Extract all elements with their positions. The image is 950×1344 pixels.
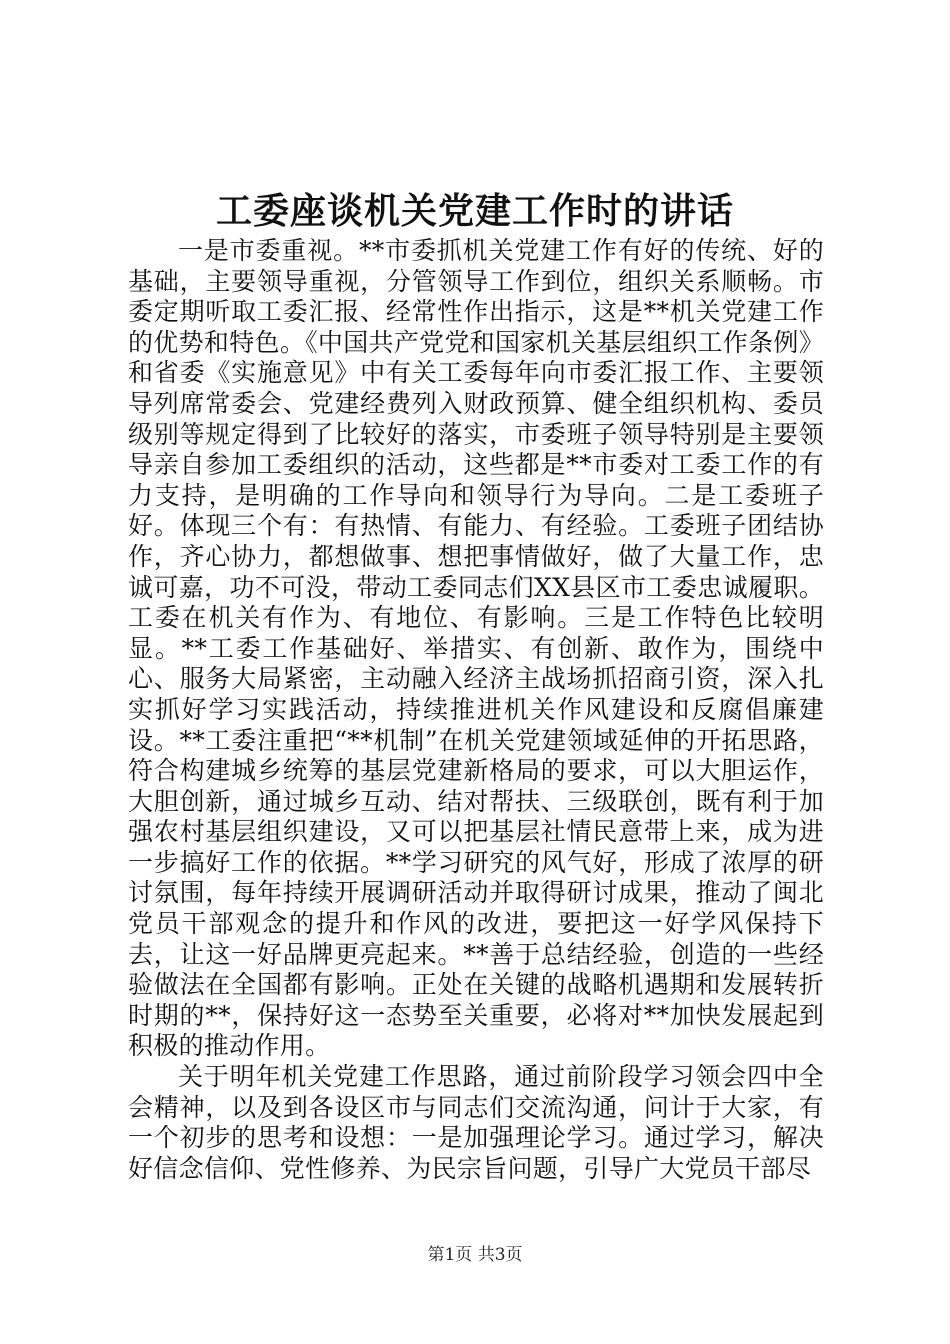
page-number-footer: 第1页 共3页 — [427, 1245, 523, 1265]
document-title: 工委座谈机关党建工作时的讲话 — [215, 190, 734, 232]
document-body — [128, 236, 824, 1184]
paragraph-2: 关于明年机关党建工作思路，通过前阶段学习领会四中全会精神，以及到各设区市与同志们交流沟通，问计于大家，有一个初步的思考和设想：一是加强理论学习。通过学习，解决好信念信仰、党性修养、为民宗旨问题，引导广大党员干部尽 — [128, 1062, 824, 1183]
paragraph-1: 一是市委重视。**市委抓机关党建工作有好的传统、好的基础，主要领导重视，分管领导工作到位，组织关系顺畅。市委定期听取工委汇报、经常性作出指示，这是**机关党建工作的优势和特色。《中国共产党党和国家机关基层组织工作条例》和省委《实施意见》中有关工委每年向市委汇报工作、主要领导列席常委会、党建经费列入财政预算、健全组织机构、委员级别等规定得到了比较好的落实，市委班子领导特别是主要领导亲自参加工委组织的活动，这些都是**市委对工委工作的有力支持，是明确的工作导向和领导行为导向。二是工委班子好。体现三个有：有热情、有能力、有经验。工委班子团结协作，齐心协力，都想做事、想把事情做好，做了大量工作，忠诚可嘉，功不可没，带动工委同志们XX县区市工委忠诚履职。工委在机关有作为、有地位、有影响。三是工作特色比较明显。**工委工作基础好、举措实、有创新、敢作为，围绕中心、服务大局紧密，主动融入经济主战场抓招商引资，深入扎实抓好学习实践活动，持续推进机关作风建设和反腐倡廉建设。**工委注重把“**机制”在机关党建领域延伸的开拓思路，符合构建城乡统筹的基层党建新格局的要求，可以大胆运作，大胆创新，通过城乡互动、结对帮扶、三级联创，既有利于加强农村基层组织建设，又可以把基层社情民意带上来，成为进一步搞好工作的依据。**学习研究的风气好，形成了浓厚的研讨氛围，每年持续开展调研活动并取得研讨成果，推动了闽北党员干部观念的提升和作风的改进，要把这一好学风保持下去，让这一好品牌更亮起来。**善于总结经验，创造的一些经验做法在全国都有影响。正处在关键的战略机遇期和发展转折时期的**，保持好这一态势至关重要，必将对**加快发展起到积极的推动作用。 — [128, 236, 824, 1061]
